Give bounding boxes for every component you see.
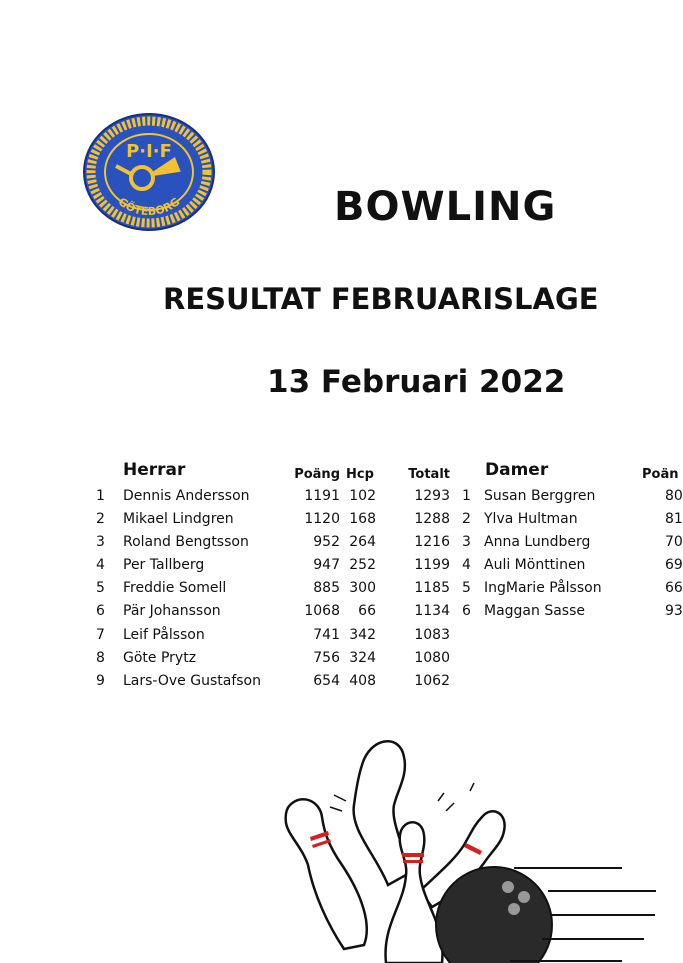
name-cell: Dennis Andersson: [123, 488, 250, 504]
name-cell: Auli Mönttinen: [484, 557, 586, 574]
col-total-header: Totalt: [408, 467, 450, 482]
table-row: [96, 531, 456, 554]
name-cell: Lars-Ove Gustafson: [123, 672, 261, 689]
points-cell: 1068: [304, 603, 340, 620]
hcp-cell: 66: [358, 603, 376, 620]
name-cell: Pär Johansson: [123, 603, 221, 620]
rank-cell: 1: [462, 488, 471, 504]
points-cell: 81: [665, 511, 683, 528]
rank-cell: 3: [462, 534, 471, 551]
rank-cell: 4: [462, 557, 471, 574]
hcp-cell: 264: [349, 534, 376, 551]
name-cell: Göte Prytz: [123, 649, 197, 666]
total-cell: 1134: [414, 603, 450, 620]
table-row: [462, 554, 683, 577]
bowling-pins-illustration: [270, 735, 680, 963]
herrar-heading: Herrar: [123, 460, 186, 480]
rank-cell: 2: [96, 511, 105, 528]
damer-table: [462, 459, 683, 624]
herrar-table: [96, 459, 456, 693]
rank-cell: 5: [462, 580, 471, 597]
table-row: [96, 508, 456, 531]
points-cell: 756: [313, 649, 340, 666]
points-cell: 741: [313, 626, 340, 643]
rank-cell: 2: [462, 511, 471, 528]
rank-cell: 5: [96, 580, 105, 597]
table-row: [96, 600, 456, 623]
hcp-cell: 300: [349, 580, 376, 597]
name-cell: Freddie Somell: [123, 580, 227, 597]
damer-rows: [462, 485, 683, 624]
name-cell: Mikael Lindgren: [123, 511, 234, 528]
name-cell: Susan Berggren: [484, 488, 596, 504]
col-hcp-header: Hcp: [346, 467, 374, 482]
points-cell: 947: [313, 557, 340, 574]
logo-bottom-text: GÖTEBORG: [115, 195, 183, 219]
hcp-cell: 342: [349, 626, 376, 643]
points-cell: 93: [665, 603, 683, 620]
rank-cell: 6: [96, 603, 105, 620]
table-row: [96, 554, 456, 577]
table-row: [96, 577, 456, 600]
points-cell: 885: [313, 580, 340, 597]
rank-cell: 3: [96, 534, 105, 551]
logo-top-text: P·I·F: [126, 141, 172, 162]
col-points-header: Poäng: [294, 467, 340, 482]
rank-cell: 1: [96, 488, 105, 504]
col-points-header: Poän: [642, 467, 679, 482]
rank-cell: 4: [96, 557, 105, 574]
hcp-cell: 408: [349, 672, 376, 689]
total-cell: 1293: [414, 488, 450, 504]
page-subtitle: RESULTAT FEBRUARISLAGE: [163, 282, 599, 316]
name-cell: Maggan Sasse: [484, 603, 586, 620]
table-row: [96, 647, 456, 670]
name-cell: IngMarie Pålsson: [484, 580, 602, 597]
rank-cell: 6: [462, 603, 471, 620]
points-cell: 1120: [304, 511, 340, 528]
name-cell: Ylva Hultman: [484, 511, 578, 528]
damer-heading: Damer: [485, 460, 549, 480]
table-row: [96, 485, 456, 508]
hcp-cell: 252: [349, 557, 376, 574]
name-cell: Leif Pålsson: [123, 626, 205, 643]
hcp-cell: 102: [349, 488, 376, 504]
points-cell: 1191: [304, 488, 340, 504]
rank-cell: 8: [96, 649, 105, 666]
event-date: 13 Februari 2022: [267, 364, 566, 400]
table-row: [462, 577, 683, 600]
points-cell: 952: [313, 534, 340, 551]
points-cell: 69: [665, 557, 683, 574]
herrar-header-row: [96, 459, 456, 485]
table-row: [462, 600, 683, 623]
points-cell: 66: [665, 580, 683, 597]
total-cell: 1185: [414, 580, 450, 597]
pif-goteborg-logo: [82, 112, 216, 232]
herrar-rows: [96, 485, 456, 693]
rank-cell: 7: [96, 626, 105, 643]
hcp-cell: 324: [349, 649, 376, 666]
rank-cell: 9: [96, 672, 105, 689]
total-cell: 1062: [414, 672, 450, 689]
total-cell: 1288: [414, 511, 450, 528]
table-row: [96, 624, 456, 647]
hcp-cell: 168: [349, 511, 376, 528]
points-cell: 654: [313, 672, 340, 689]
page-title: BOWLING: [334, 184, 557, 230]
table-row: [462, 531, 683, 554]
points-cell: 80: [665, 488, 683, 504]
points-cell: 70: [665, 534, 683, 551]
table-row: [462, 485, 683, 508]
name-cell: Per Tallberg: [123, 557, 205, 574]
total-cell: 1083: [414, 626, 450, 643]
total-cell: 1216: [414, 534, 450, 551]
total-cell: 1199: [414, 557, 450, 574]
total-cell: 1080: [414, 649, 450, 666]
name-cell: Roland Bengtsson: [123, 534, 249, 551]
damer-header-row: [462, 459, 680, 485]
table-row: [462, 508, 683, 531]
table-row: [96, 670, 456, 693]
name-cell: Anna Lundberg: [484, 534, 591, 551]
